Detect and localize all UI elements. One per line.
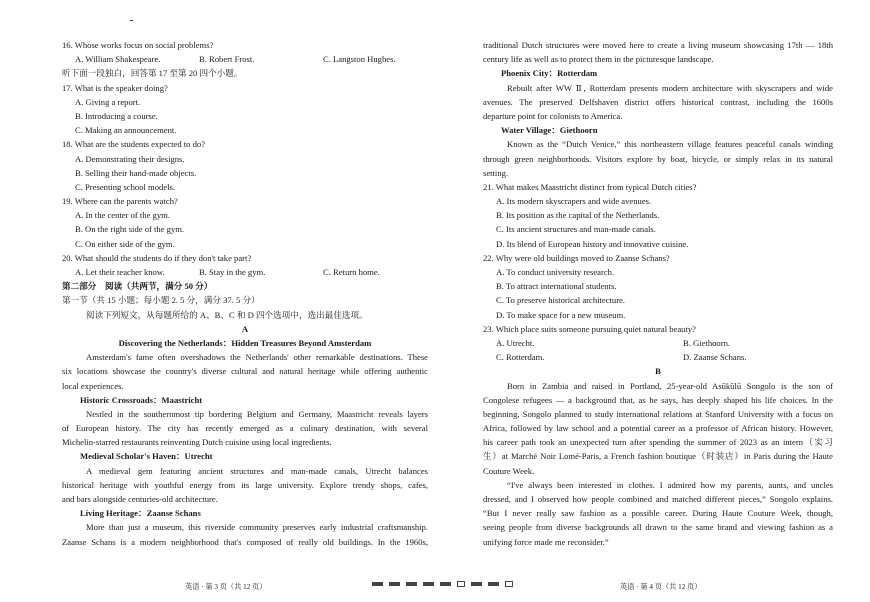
- option-row: [62, 52, 428, 66]
- text-line: of European history. The city has recently emerged as a culinary destination, with several: [62, 423, 428, 434]
- text-line: 生）at Marché Noir Lomé-Paris, a French fashion boutique（时装店）in Paris during the Haute: [483, 451, 833, 462]
- text-line: through green neighborhoods. Visitors explore by boat, bicycle, or simply relax in its natural: [483, 153, 833, 164]
- text-line: 18. What are the students expected to do?: [62, 139, 206, 150]
- text-line: unifying force made me reconsider.”: [483, 536, 609, 547]
- option-text: A. William Shakespeare.: [75, 54, 161, 65]
- text-line: A. In the center of the gym.: [75, 210, 170, 221]
- text-line: Couture Week.: [483, 465, 535, 476]
- text-line: B: [655, 366, 661, 377]
- text-line: Historic Crossroads：Maastricht: [80, 394, 203, 405]
- left-column: [62, 38, 428, 549]
- text-line: A. Its modern skyscrapers and wide avenues.: [496, 196, 652, 207]
- text-line: 23. Which place suits someone pursuing quiet natural beauty?: [483, 323, 696, 334]
- text-line: C. On either side of the gym.: [75, 238, 175, 249]
- text-line: setting.: [483, 167, 509, 178]
- fold-line-marks: [372, 581, 513, 587]
- text-line: More than just a museum, this riverside community preserves early industrial craftsmanship.: [86, 522, 428, 533]
- text-line: B. On the right side of the gym.: [75, 224, 185, 235]
- text-line: C. To preserve historical architecture.: [496, 295, 626, 306]
- text-line: dressed, and I observed how people combined and matched different pieces,” Songolo explains.: [483, 494, 833, 504]
- text-line: 听下面一段独白，回答第 17 至第 20 四个小题。: [62, 68, 243, 79]
- option-text: B. Stay in the gym.: [199, 267, 266, 277]
- text-line: B. Selling their hand-made objects.: [75, 167, 197, 178]
- text-line: Africa, followed by law school and a potential career as a professor of African history. However,: [483, 423, 833, 434]
- text-line: Congolese refugees — a background that, as he says, has deeply shaped his life choices. In the: [483, 394, 833, 405]
- text-line: Medieval Scholar's Haven：Utrecht: [80, 451, 213, 462]
- text-line: Born in Zambia and raised in Portland, 25-year-old Asūkūlū Songolo is the son of: [507, 380, 833, 391]
- text-line: six locations showcase the country's diverse cultural and natural heritage while offering authentic: [62, 366, 428, 377]
- option-text: A. Let their teacher know.: [75, 267, 165, 277]
- text-line: Phoenix City：Rotterdam: [501, 68, 598, 79]
- text-line: C. Its ancient structures and man-made canals.: [496, 224, 656, 235]
- option-text: C. Rotterdam.: [496, 352, 545, 363]
- text-line: 17. What is the speaker doing?: [62, 82, 168, 93]
- text-line: D. Its blend of European history and innovative cuisine.: [496, 238, 689, 249]
- text-line: beginning, Songolo planned to study international relations at Stanford University with a focus on: [483, 408, 833, 419]
- right-column: [483, 38, 833, 549]
- text-line: Known as the “Dutch Venice,” this northeastern village features peaceful canals winding: [507, 139, 833, 150]
- text-line: and bars alongside centuries-old architecture.: [62, 494, 218, 504]
- text-line: local experiences.: [62, 380, 124, 391]
- option-text: C. Return home.: [323, 267, 380, 277]
- text-line: Discovering the Netherlands：Hidden Treasures Beyond Amsterdam: [118, 337, 372, 348]
- text-line: century life as well as to protect them in the picturesque landscape.: [483, 54, 714, 65]
- text-line: A. To conduct university research.: [496, 267, 615, 277]
- option-text: B. Giethoorn.: [683, 337, 731, 348]
- text-line: 20. What should the students do if they don't take part?: [62, 252, 252, 263]
- text-line: historical heritage with youthful energy from its large university. Explore trendy shops, cafes,: [62, 479, 428, 490]
- option-text: D. Zaanse Schans.: [683, 352, 747, 363]
- page-footer-left: 英语 · 第 3 页（共 12 页）: [185, 583, 267, 591]
- text-line: B. Introducing a course.: [75, 110, 158, 121]
- text-line: Nestled in the southernmost tip bordering Belgium and Germany, Maastricht reveals layers: [86, 408, 428, 419]
- text-line: traditional Dutch structures were moved here to create a living museum showcasing 17th — 18th: [483, 40, 833, 50]
- text-line: Zaanse Schans is a modern neighborhood that's composed of really old buildings. In the 1960s,: [62, 536, 428, 547]
- option-text: C. Langston Hughes.: [323, 54, 396, 65]
- option-row: [483, 336, 833, 350]
- text-line: C. Presenting school models.: [75, 181, 176, 192]
- text-line: his career path took an unexpected turn after spending the summer of 2023 as an intern（实习: [483, 437, 833, 448]
- text-line: A medieval gem featuring ancient structures and man-made canals, Utrecht balances: [86, 465, 428, 476]
- text-line: Amsterdam's fame often overshadows the Netherlands' other remarkable destinations. These: [86, 352, 428, 363]
- text-line: 第一节（共 15 小题；每小题 2. 5 分，满分 37. 5 分）: [62, 295, 260, 306]
- text-line: departure point for colonists to America.: [483, 110, 623, 121]
- text-line: avenues. The preserved Delfshaven district offers historical contrast, including the 1600s: [483, 96, 833, 107]
- text-line: 阅读下列短文，从每题所给的 A、B、C 和 D 四个选项中，选出最佳选项。: [86, 309, 368, 320]
- option-text: A. Utrecht.: [496, 337, 535, 348]
- text-line: 第二部分 阅读（共两节，满分 50 分）: [62, 281, 213, 292]
- text-line: Michelin-starred restaurants reinventing Dutch cuisine using local ingredients.: [62, 437, 332, 448]
- option-row: [483, 350, 833, 364]
- text-line: Living Heritage：Zaanse Schans: [80, 508, 201, 519]
- text-line: 16. Whose works focus on social problems?: [62, 40, 214, 50]
- text-line: B. Its position as the capital of the Netherlands.: [496, 210, 660, 221]
- text-line: A. Giving a report.: [75, 96, 141, 107]
- text-line: 19. Where can the parents watch?: [62, 196, 178, 207]
- text-line: A. Demonstrating their designs.: [75, 153, 185, 164]
- text-line: B. To attract international students.: [496, 281, 617, 292]
- text-line: Rebuilt after WW Ⅱ, Rotterdam presents modern architecture with skyscrapers and wide: [507, 82, 833, 93]
- text-line: Water Village：Giethoorn: [501, 125, 598, 136]
- page-footer-right: 英语 · 第 4 页（共 12 页）: [620, 583, 702, 591]
- text-line: “I've always been interested in clothes. I admired how my parents, aunts, and uncles: [507, 479, 833, 490]
- text-line: “But I never really saw fashion as a possible career. During Haute Couture Week, though,: [483, 508, 833, 519]
- text-line: seeing people from diverse backgrounds all drawn to the same brand and viewing fashion as a: [483, 522, 833, 533]
- option-text: B. Robert Frost.: [199, 54, 255, 65]
- text-line: 21. What makes Maastricht distinct from typical Dutch cities?: [483, 181, 697, 192]
- scan-mark: [130, 20, 133, 21]
- text-line: 22. Why were old buildings moved to Zaanse Schans?: [483, 252, 670, 263]
- text-line: C. Making an announcement.: [75, 125, 177, 136]
- text-line: D. To make space for a new museum.: [496, 309, 626, 320]
- text-line: A: [241, 323, 249, 334]
- option-row: [62, 265, 428, 279]
